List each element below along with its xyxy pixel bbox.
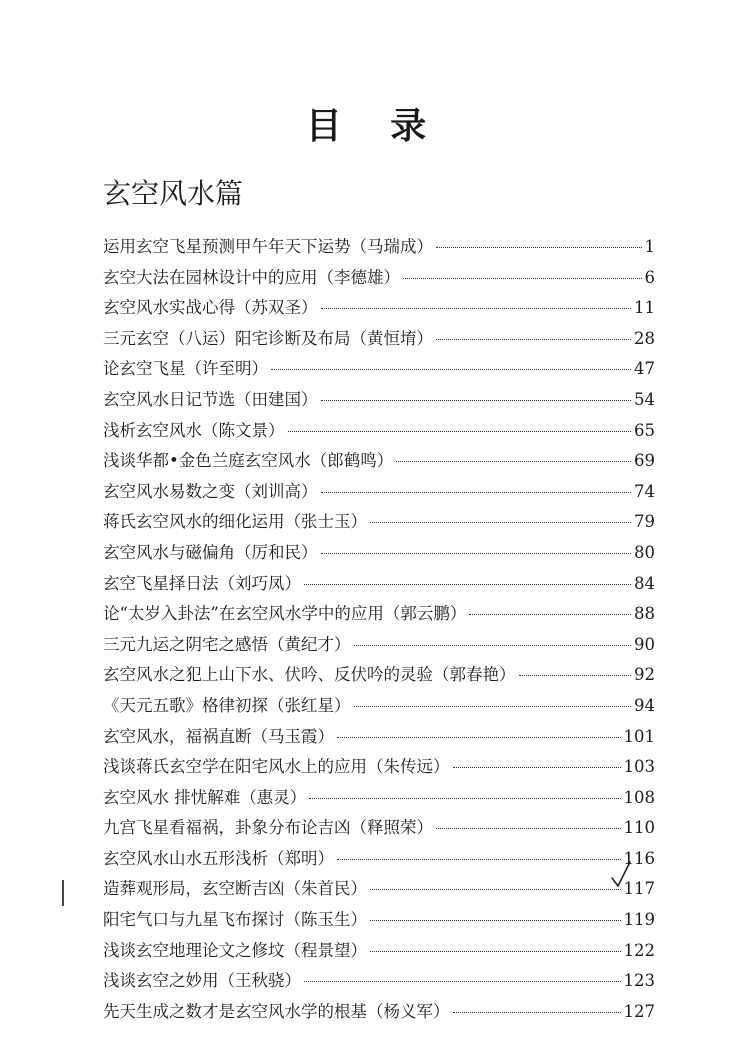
- dot-leader: [304, 981, 621, 982]
- dot-leader: [436, 828, 621, 829]
- toc-entry[interactable]: [103, 354, 655, 385]
- dot-leader: [321, 400, 632, 401]
- toc-entry[interactable]: [103, 416, 655, 447]
- dot-leader: [436, 247, 642, 248]
- toc-entry-page: 65: [634, 420, 655, 440]
- toc-entry-title: 玄空风水山水五形浅析（郑明）: [103, 848, 334, 868]
- toc-entry[interactable]: [103, 783, 655, 814]
- toc-entry-page: 92: [634, 665, 655, 685]
- toc-entry[interactable]: [103, 660, 655, 691]
- toc-entry-title: 造葬观形局，玄空断吉凶（朱首民）: [103, 879, 367, 899]
- toc-entry[interactable]: [103, 813, 655, 844]
- toc-entry[interactable]: [103, 722, 655, 753]
- toc-entry-page: 122: [623, 940, 655, 960]
- dot-leader: [370, 889, 621, 890]
- dot-leader: [354, 645, 632, 646]
- toc-entry[interactable]: [103, 446, 655, 477]
- toc-entry[interactable]: [103, 752, 655, 783]
- toc-entry-title: 《天元五歌》格律初探（张红星）: [103, 695, 351, 715]
- toc-entry-title: 阳宅气口与九星飞布探讨（陈玉生）: [103, 910, 367, 930]
- toc-entry-title: 三元九运之阴宅之感悟（黄纪才）: [103, 634, 351, 654]
- toc-entry[interactable]: [103, 263, 655, 294]
- dot-leader: [370, 522, 631, 523]
- toc-list: [103, 232, 655, 1027]
- toc-entry[interactable]: [103, 905, 655, 936]
- page-title: 目 录: [305, 106, 445, 147]
- toc-entry-page: 11: [634, 298, 655, 318]
- dot-leader: [469, 614, 631, 615]
- toc-entry-title: 浅谈玄空地理论文之修坟（程景望）: [103, 940, 367, 960]
- toc-entry-title: 玄空风水之犯上山下水、伏吟、反伏吟的灵验（郭春艳）: [103, 665, 516, 685]
- toc-entry-page: 47: [634, 359, 655, 379]
- toc-entry-page: 79: [634, 512, 655, 532]
- toc-entry[interactable]: [103, 844, 655, 875]
- toc-entry[interactable]: [103, 599, 655, 630]
- toc-entry-page: 101: [623, 726, 655, 746]
- toc-entry[interactable]: [103, 507, 655, 538]
- toc-entry-title: 玄空风水日记节选（田建国）: [103, 389, 318, 409]
- dot-leader: [309, 798, 620, 799]
- toc-entry[interactable]: [103, 324, 655, 355]
- dot-leader: [321, 492, 632, 493]
- toc-entry-page: 94: [634, 695, 655, 715]
- toc-entry-title: 浅析玄空风水（陈文景）: [103, 420, 285, 440]
- toc-entry-title: 玄空风水与磁偏角（厉和民）: [103, 542, 318, 562]
- dot-leader: [271, 369, 631, 370]
- dot-leader: [396, 461, 631, 462]
- dot-leader: [370, 951, 621, 952]
- dot-leader: [337, 737, 621, 738]
- toc-entry-page: 110: [623, 818, 655, 838]
- toc-entry-page: 80: [634, 542, 655, 562]
- toc-entry[interactable]: [103, 385, 655, 416]
- toc-entry-title: 论“太岁入卦法”在玄空风水学中的应用（郭云鹏）: [103, 604, 467, 624]
- toc-entry-title: 玄空风水实战心得（苏双圣）: [103, 298, 318, 318]
- dot-leader: [403, 278, 642, 279]
- toc-entry-page: 103: [623, 757, 655, 777]
- toc-entry[interactable]: [103, 966, 655, 997]
- toc-entry[interactable]: [103, 630, 655, 661]
- toc-entry-page: 6: [644, 267, 655, 287]
- toc-entry-title: 论玄空飞星（许至明）: [103, 359, 268, 379]
- toc-entry-page: 88: [634, 604, 655, 624]
- dot-leader: [354, 706, 632, 707]
- toc-entry-page: 119: [623, 910, 655, 930]
- toc-entry-title: 三元玄空（八运）阳宅诊断及布局（黄恒堉）: [103, 328, 433, 348]
- toc-entry-title: 浅谈玄空之妙用（王秋骁）: [103, 971, 301, 991]
- toc-entry-title: 玄空风水易数之变（刘训高）: [103, 481, 318, 501]
- toc-entry-title: 先天生成之数才是玄空风水学的根基（杨义军）: [103, 1001, 450, 1021]
- dot-leader: [370, 920, 621, 921]
- toc-entry[interactable]: [103, 477, 655, 508]
- toc-entry-title: 玄空风水，福祸直断（马玉霞）: [103, 726, 334, 746]
- toc-entry-title: 玄空大法在园林设计中的应用（李德雄）: [103, 267, 400, 287]
- toc-entry[interactable]: [103, 874, 655, 905]
- dot-leader: [453, 767, 621, 768]
- toc-entry-page: 90: [634, 634, 655, 654]
- dot-leader: [321, 308, 632, 309]
- toc-entry[interactable]: [103, 232, 655, 263]
- toc-entry-title: 玄空飞星择日法（刘巧凤）: [103, 573, 301, 593]
- toc-entry-page: 74: [634, 481, 655, 501]
- handwritten-check-mark: [610, 860, 632, 890]
- toc-entry-page: 1: [644, 237, 655, 256]
- toc-entry-title: 浅谈华都•金色兰庭玄空风水（郎鹤鸣）: [103, 451, 394, 471]
- toc-entry-page: 117: [623, 879, 655, 899]
- toc-entry-page: 116: [623, 848, 655, 868]
- toc-entry-page: 123: [623, 971, 655, 991]
- dot-leader: [321, 553, 632, 554]
- toc-entry-title: 浅谈蒋氏玄空学在阳宅风水上的应用（朱传远）: [103, 757, 450, 777]
- dot-leader: [519, 675, 632, 676]
- dot-leader: [337, 859, 621, 860]
- toc-entry-page: 84: [634, 573, 655, 593]
- section-heading: 玄空风水篇: [103, 177, 244, 210]
- toc-entry-title: 九宫飞星看福祸，卦象分布论吉凶（释照荣）: [103, 818, 433, 838]
- dot-leader: [304, 584, 631, 585]
- dot-leader: [436, 339, 631, 340]
- toc-entry-page: 127: [623, 1001, 655, 1021]
- toc-entry-page: 28: [634, 328, 655, 348]
- toc-entry[interactable]: [103, 997, 655, 1028]
- toc-entry[interactable]: [103, 538, 655, 569]
- dot-leader: [288, 431, 632, 432]
- dot-leader: [453, 1012, 621, 1013]
- toc-entry[interactable]: [103, 569, 655, 600]
- toc-entry-page: 69: [634, 451, 655, 471]
- toc-entry-page: 54: [634, 389, 655, 409]
- toc-entry[interactable]: [103, 936, 655, 967]
- toc-entry[interactable]: [103, 293, 655, 324]
- margin-mark: [62, 880, 64, 906]
- toc-entry-title: 运用玄空飞星预测甲午年天下运势（马瑞成）: [103, 237, 433, 256]
- toc-entry-page: 108: [623, 787, 655, 807]
- toc-entry-title: 蒋氏玄空风水的细化运用（张士玉）: [103, 512, 367, 532]
- toc-entry[interactable]: [103, 691, 655, 722]
- toc-entry-title: 玄空风水 排忧解难（惠灵）: [103, 787, 307, 807]
